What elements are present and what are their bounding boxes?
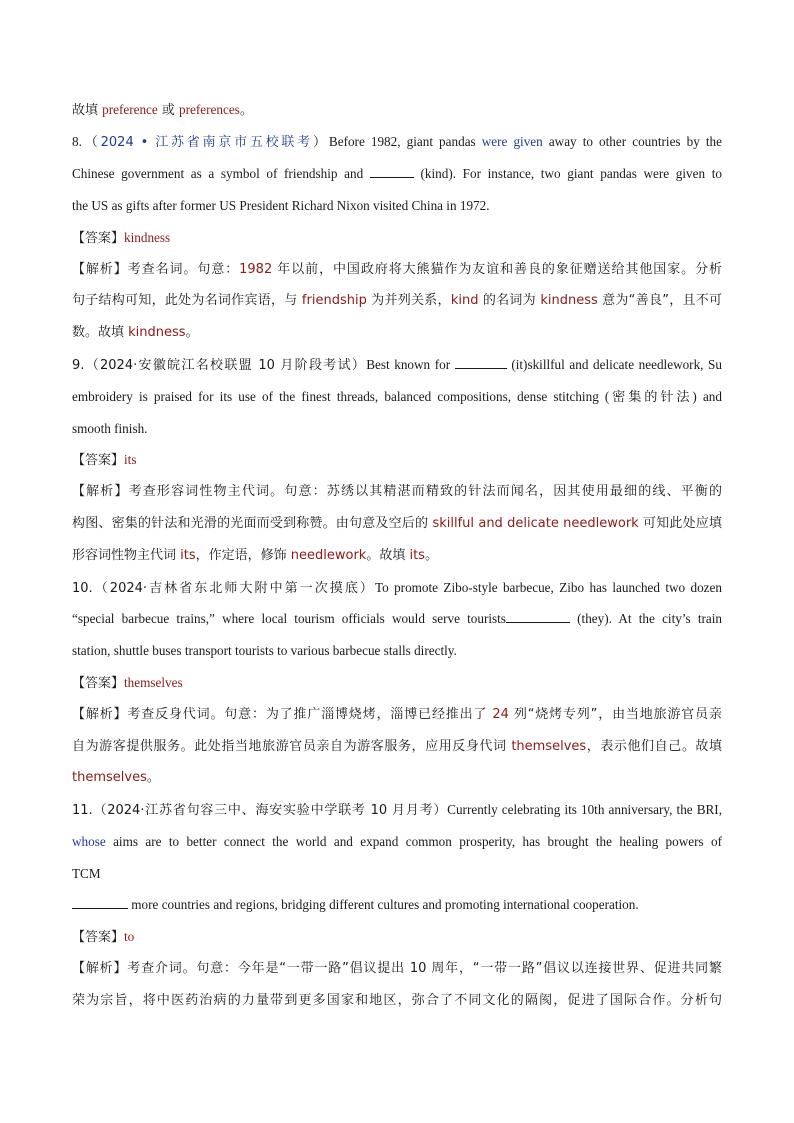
q8-line-2: Chinese government as a symbol of friendship and (kind). For instance, two giant pandas were given to: [72, 166, 722, 181]
q10-line-3: station, shuttle buses transport tourists to various barbecue stalls directly.: [72, 643, 457, 658]
q8-analysis-1: 【解析】考查名词。句意：1982 年以前，中国政府将大熊猫作为友谊和善良的象征赠送给其他国家。分析: [72, 262, 722, 277]
q11-line-2: whose aims are to better connect the world and expand common prosperity, has brought the healing powers of: [72, 834, 722, 849]
answer-blank: [72, 896, 128, 909]
q9-answer: 【答案】its: [72, 452, 137, 468]
q9-analysis-3: 形容词性物主代词 its，作定语，修饰 needlework。故填 its。: [72, 548, 438, 563]
q11-analysis-2: 荣为宗旨，将中医药治病的力量带到更多国家和地区，弥合了不同文化的隔阂，促进了国际合作。分析句: [72, 993, 722, 1008]
q11-line-4: more countries and regions, bridging different cultures and promoting international cooperation.: [72, 896, 639, 914]
q10-analysis-3: themselves。: [72, 770, 160, 785]
q8-analysis-3: 数。故填 kindness。: [72, 325, 199, 340]
q9-line-2: embroidery is praised for its use of the finest threads, balanced compositions, dense stitching (密集的针法) and: [72, 389, 722, 404]
q8-line-1: 8.（2024 • 江苏省南京市五校联考）Before 1982, giant pandas were given away to other countries by the: [72, 134, 722, 150]
q9-analysis-1: 【解析】考查形容词性物主代词。句意：苏绣以其精湛而精致的针法而闻名，因其使用最细的线、平衡的: [72, 484, 722, 499]
q8-analysis-2: 句子结构可知，此处为名词作宾语，与 friendship 为并列关系，kind 的名词为 kindness 意为“善良”，且不可: [72, 293, 723, 308]
answer-blank: [370, 165, 414, 178]
q10-line-2: “special barbecue trains,” where local tourism officials would serve tourists (they). At the city’s train: [72, 611, 722, 626]
q10-analysis-2: 自为游客提供服务。此处指当地旅游官员亲自为游客服务，应用反身代词 themselves，表示他们自己。故填: [72, 739, 722, 754]
answer-blank: [455, 356, 507, 369]
answer-blank: [506, 610, 570, 623]
q9-line-1: 9.（2024·安徽皖江名校联盟 10 月阶段考试）Best known for (it)skillful and delicate needlework, Su: [72, 357, 722, 373]
q9-analysis-2: 构图、密集的针法和光滑的光面而受到称赞。由句意及空后的 skillful and delicate needlework 可知此处应填: [72, 516, 722, 531]
q9-line-3: smooth finish.: [72, 421, 148, 436]
q11-analysis-1: 【解析】考查介词。句意：今年是“一带一路”倡议提出 10 周年，“一带一路”倡议以连接世界、促进共同繁: [72, 961, 722, 976]
q10-analysis-1: 【解析】考查反身代词。句意：为了推广淄博烧烤，淄博已经推出了 24 列“烧烤专列”，由当地旅游官员亲: [72, 707, 722, 722]
q11-line-3: TCM: [72, 866, 101, 881]
q11-line-1: 11.（2024·江苏省句容三中、海安实验中学联考 10 月月考）Currently celebrating its 10th anniversary, the BRI,: [72, 802, 722, 818]
q8-line-3: the US as gifts after former US President Richard Nixon visited China in 1972.: [72, 198, 490, 213]
q10-answer: 【答案】themselves: [72, 675, 183, 691]
q8-source: 2024 • 江苏省南京市五校联考: [100, 135, 313, 150]
q8-answer: 【答案】kindness: [72, 230, 171, 246]
q10-line-1: 10.（2024·吉林省东北师大附中第一次摸底）To promote Zibo-style barbecue, Zibo has launched two dozen: [72, 580, 722, 596]
q11-answer: 【答案】to: [72, 929, 135, 945]
previous-answer-tail: 故填 preference 或 preferences。: [72, 102, 253, 118]
